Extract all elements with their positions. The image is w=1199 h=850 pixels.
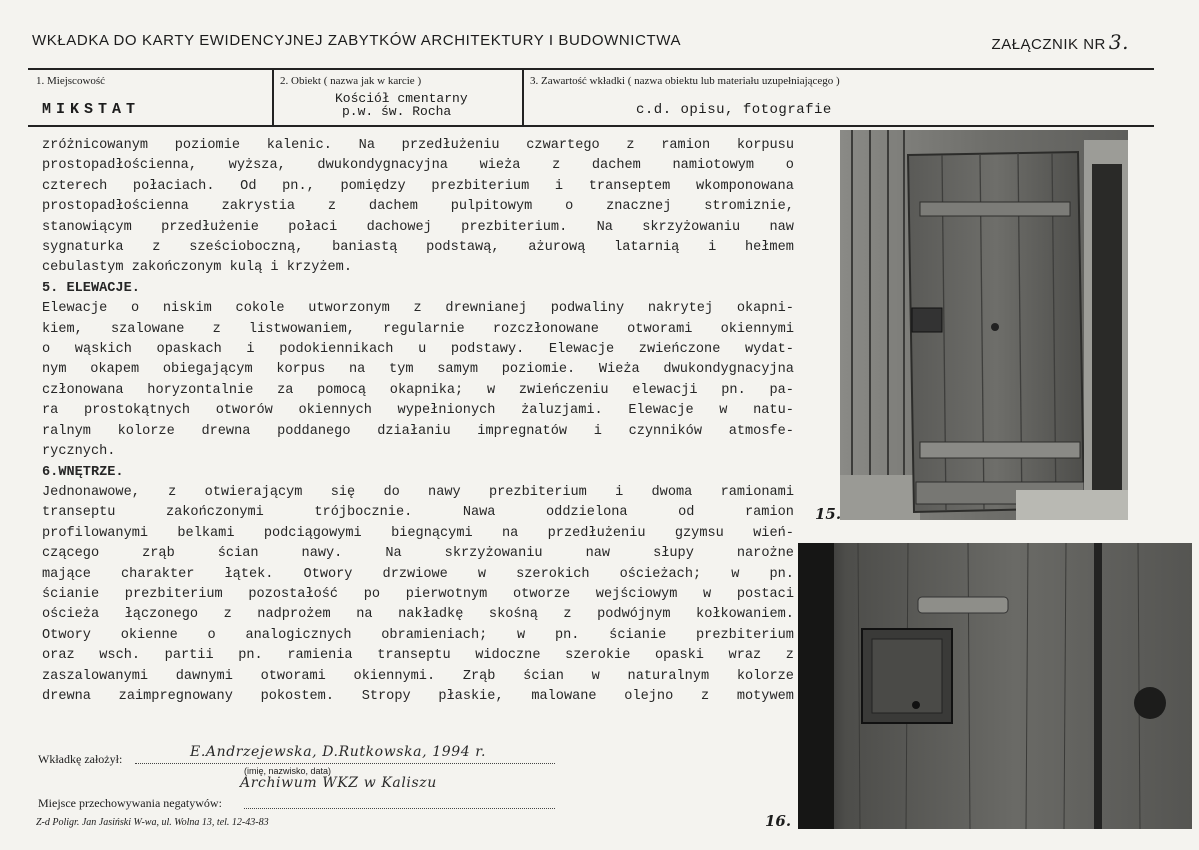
- text-line: członowana horyzontalnie za pomocą okapnika; w zwieńczeniu elewacji pn. pa-: [42, 382, 794, 398]
- description-text: [42, 136, 794, 707]
- author-value: E.Andrzejewska, D.Rutkowska, 1994 r.: [190, 744, 487, 760]
- object-label: 2. Obiekt ( nazwa jak w karcie ): [280, 75, 422, 87]
- object-value-line1: Kościół cmentarny: [335, 91, 468, 106]
- section-heading: 5. ELEWACJE.: [42, 280, 140, 296]
- section-heading: 6.WNĘTRZE.: [42, 464, 124, 480]
- annex-label: ZAŁĄCZNIK NR: [991, 36, 1106, 53]
- text-line: cebulastym zakończonym kulą i krzyżem.: [42, 260, 352, 276]
- author-hint: (imię, nazwisko, data): [244, 766, 332, 776]
- text-line: ścianie prezbiterium pozostałość po pierwotnym otworze wejściowym w postaci: [42, 586, 794, 602]
- text-line: zróżnicowanym poziomie kalenic. Na przedłużeniu czwartego z ramion korpusu: [42, 138, 794, 153]
- printer-imprint: Z-d Poligr. Jan Jasiński W-wa, ul. Wolna 13, tel. 12-43-83: [36, 817, 269, 828]
- field-divider-2: [522, 68, 524, 126]
- text-line: sygnaturka z sześcioboczną, baniastą podstawą, ażurową latarnią i hełmem: [42, 240, 794, 256]
- text-line: prostopadłościenna, wyższa, dwukondygnacyjna wieża z dachem namiotowym o: [42, 158, 794, 174]
- text-line: prostopadłościenna zakrystia z dachem pulpitowym o znacznej stromiznie,: [42, 199, 794, 215]
- text-line: ra prostokątnych otworów okiennych wypełnionych żaluzjami. Elewacje w natu-: [42, 403, 794, 419]
- contents-label: 3. Zawartość wkładki ( nazwa obiektu lub materiału uzupełniającego ): [530, 75, 840, 87]
- text-line: czterech połaciach. Od pn., pomiędzy prezbiterium i transeptem wkomponowana: [42, 178, 794, 194]
- text-line: profilowanymi belkami podciągowymi biegnącymi na przedłużeniu gzymsu wień-: [42, 525, 794, 541]
- annex-number: 3.: [1108, 30, 1129, 54]
- object-value-line2: p.w. św. Rocha: [342, 104, 452, 119]
- text-line: transeptu zakończonymi trójbocznie. Nawa oddzielona od ramion: [42, 505, 794, 521]
- text-line: kiem, szalowane z listwowaniem, regularnie rozczłonowane otworami okiennymi: [42, 321, 794, 337]
- header-top-rule: [28, 68, 1154, 70]
- text-line: rycznych.: [42, 444, 116, 460]
- negatives-label: Miejsce przechowywania negatywów:: [38, 796, 222, 810]
- text-line: ościeża łączonego z nadprożem na nakładkę skośną z podwójnym kołkowaniem.: [42, 607, 794, 623]
- text-line: czącego zrąb ścian nawy. Na skrzyżowaniu naw słupy narożne: [42, 546, 794, 562]
- text-line: drewna zaimpregnowany pokostem. Stropy płaskie, malowane olejno z motywem: [42, 688, 794, 704]
- archive-value: Archiwum WKZ w Kaliszu: [240, 775, 437, 791]
- photo1-number: 15.: [815, 505, 842, 523]
- locality-label: 1. Miejscowość: [36, 75, 106, 87]
- negatives-dotted-line: [244, 808, 555, 809]
- text-line: Jednonawowe, z otwierającym się do nawy prezbiterium i dwoma ramionami: [42, 484, 794, 500]
- text-line: zaszalowanymi dawnymi otworami okiennymi. Zrąb ścian w naturalnym kolorze: [42, 668, 794, 684]
- annex-label-group: [992, 30, 1129, 54]
- text-line: oraz wsch. partii pn. ramienia transeptu widoczne szerokie opaski wraz z: [42, 648, 794, 664]
- field-divider-1: [272, 68, 274, 126]
- author-label: Wkładkę założył:: [38, 752, 123, 766]
- photo-door-lock-detail: [798, 543, 1192, 829]
- form-title: WKŁADKA DO KARTY EWIDENCYJNEJ ZABYTKÓW ARCHITEKTURY I BUDOWNICTWA: [32, 32, 682, 49]
- text-line: mające charakter łątek. Otwory drzwiowe w szerokich ościeżach; w pn.: [42, 566, 794, 582]
- text-line: Elewacje o niskim cokole utworzonym z drewnianej podwaliny nakrytej okapni-: [42, 301, 794, 317]
- header-bottom-rule: [28, 125, 1154, 127]
- text-line: nym okapem obiegającym korpus na tym samym poziomie. Wieża dwukondygnacyjna: [42, 362, 794, 378]
- text-line: ralnym kolorze drewna poddanego działaniu impregnatów i czynników atmosfe-: [42, 423, 794, 439]
- photo-church-door: [840, 130, 1128, 520]
- text-line: Otwory okienne o analogicznych obramieniach; w pn. ścianie prezbiterium: [42, 627, 794, 643]
- photo2-number: 16.: [765, 812, 792, 830]
- locality-value: MIKSTAT: [42, 101, 141, 118]
- text-line: o wąskich opaskach i podokiennikach u podstawy. Elewacje zwieńczone wydat-: [42, 342, 794, 358]
- author-dotted-line: [135, 763, 555, 764]
- contents-value: c.d. opisu, fotografie: [636, 102, 832, 118]
- text-line: stanowiącym przedłużenie połaci dachowej prezbiterium. Na skrzyżowaniu naw: [42, 219, 794, 235]
